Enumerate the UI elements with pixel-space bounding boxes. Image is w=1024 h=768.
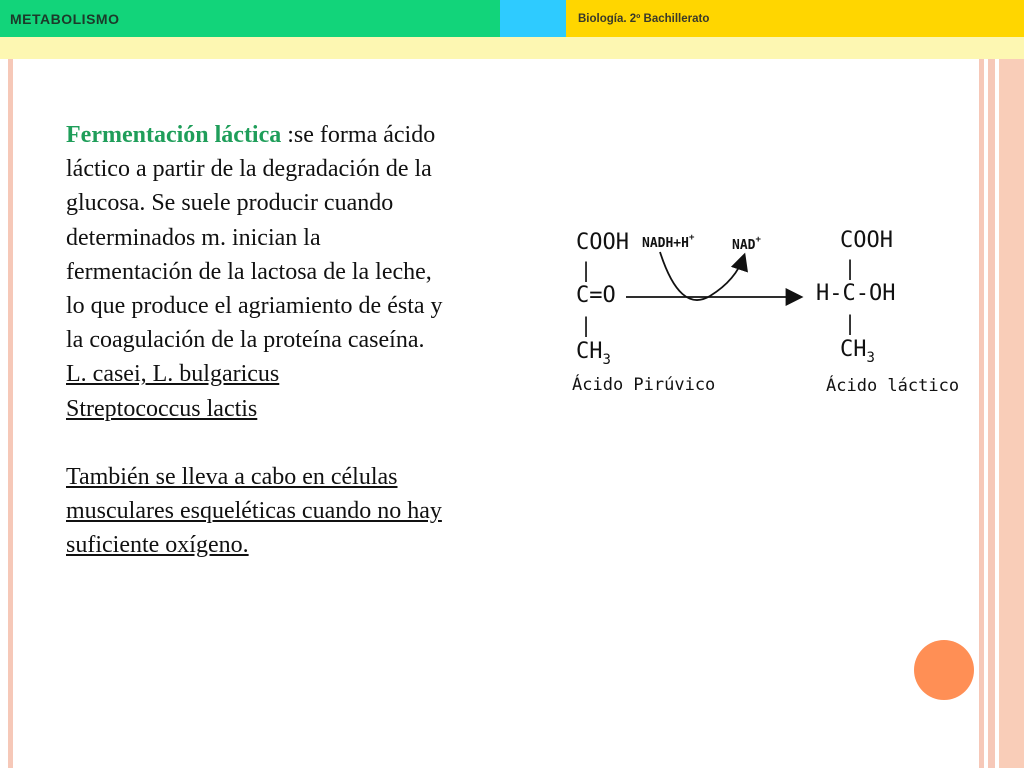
reactant-group-bottom: $CH_3$ (576, 339, 611, 368)
header-title: METABOLISMO (10, 11, 120, 27)
species-line-2: Streptococcus lactis (66, 395, 258, 422)
term-title: Fermentación láctica (66, 122, 282, 148)
term-description: :se forma ácido láctico a partir de la degradación de la glucosa. Se suele producir cuando determinados m. inician la fermentación de la lactosa de la leche, lo que produce el agriamiento de ésta y la coagulación de la proteína caseína. (66, 122, 443, 354)
product-group-bottom: $CH_3$ (840, 337, 875, 366)
reactant-bond-2: | (580, 313, 593, 337)
cofactor-in: NADH+H+ (642, 233, 695, 251)
description-paragraph (66, 118, 446, 357)
header-blue-band (500, 0, 566, 37)
product-bond-2: | (844, 311, 857, 335)
reaction-svg (570, 222, 970, 402)
reactant-name: Ácido Pirúvico (572, 375, 716, 395)
slide-header (0, 0, 1024, 37)
right-stripe (979, 59, 984, 768)
right-stripe (988, 59, 995, 768)
reactant-bond-1: | (580, 258, 593, 282)
reaction-diagram (570, 222, 970, 402)
right-stripe (999, 59, 1024, 768)
right-decorative-stripes (979, 59, 1024, 768)
cofactor-curved-arrow (660, 252, 744, 300)
header-subtitle: Biología. 2º Bachillerato (578, 13, 710, 25)
product-group-mid: H-C-OH (816, 281, 896, 306)
slide-body-text (66, 118, 446, 562)
reactant-group-top: COOH (576, 230, 629, 255)
product-group-top: COOH (840, 228, 893, 253)
header-strip (0, 37, 1024, 59)
reactant-group-mid: C=O (576, 283, 616, 308)
product-name: Ácido láctico (826, 376, 960, 396)
product-bond-1: | (844, 256, 857, 280)
orange-circle-decoration (914, 640, 974, 700)
species-line-1: L. casei, L. bulgaricus (66, 361, 280, 388)
muscle-note: También se lleva a cabo en células musculares esqueléticas cuando no hay suficiente oxígeno. (66, 463, 442, 559)
cofactor-out: NAD+ (732, 235, 761, 253)
left-decorative-stripe (8, 59, 13, 768)
